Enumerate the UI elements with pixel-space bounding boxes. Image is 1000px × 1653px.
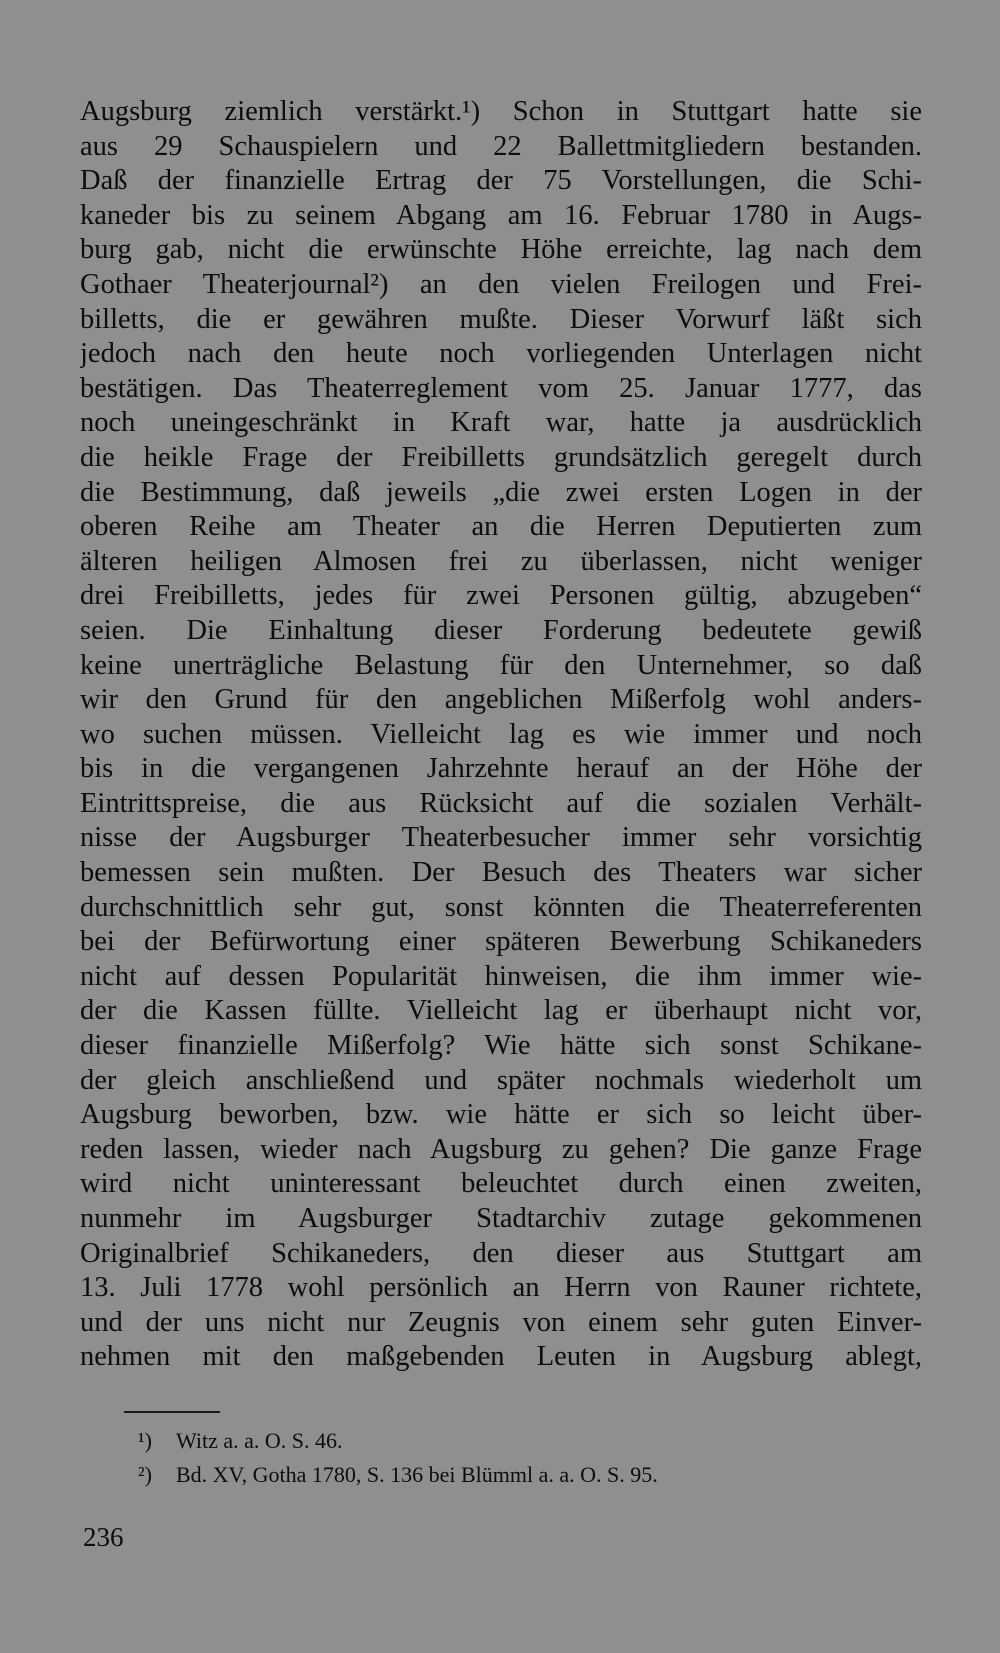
text-line: Daß der finanzielle Ertrag der 75 Vorstellungen, die Schi- bbox=[80, 165, 922, 197]
body-text bbox=[80, 95, 922, 1375]
text-line: älteren heiligen Almosen frei zu überlassen, nicht weniger bbox=[80, 545, 922, 577]
footnote bbox=[138, 1424, 918, 1458]
text-line: der die Kassen füllte. Vielleicht lag er überhaupt nicht vor, bbox=[80, 995, 922, 1027]
text-line: aus 29 Schauspielern und 22 Ballettmitgliedern bestanden. bbox=[80, 130, 922, 162]
text-line: burg gab, nicht die erwünschte Höhe erreichte, lag nach dem bbox=[80, 234, 922, 266]
text-line: bestätigen. Das Theaterreglement vom 25. Januar 1777, das bbox=[80, 372, 922, 404]
text-line: wo suchen müssen. Vielleicht lag es wie immer und noch bbox=[80, 718, 922, 750]
text-line: der gleich anschließend und später nochmals wiederholt um bbox=[80, 1064, 922, 1096]
text-line: jedoch nach den heute noch vorliegenden Unterlagen nicht bbox=[80, 338, 922, 370]
text-line: bei der Befürwortung einer späteren Bewerbung Schikaneders bbox=[80, 926, 922, 958]
text-line: durchschnittlich sehr gut, sonst könnten die Theaterreferenten bbox=[80, 891, 922, 923]
text-line: Gothaer Theaterjournal²) an den vielen Freilogen und Frei- bbox=[80, 268, 922, 300]
text-line: reden lassen, wieder nach Augsburg zu gehen? Die ganze Frage bbox=[80, 1133, 922, 1165]
footnote-mark: ¹) bbox=[138, 1428, 152, 1453]
text-line: Augsburg beworben, bzw. wie hätte er sich so leicht über- bbox=[80, 1099, 922, 1131]
text-line: bis in die vergangenen Jahrzehnte herauf an der Höhe der bbox=[80, 753, 922, 785]
footnote-text: Witz a. a. O. S. 46. bbox=[176, 1428, 343, 1453]
text-line: Originalbrief Schikaneders, den dieser aus Stuttgart am bbox=[80, 1237, 922, 1269]
text-line: 13. Juli 1778 wohl persönlich an Herrn von Rauner richtete, bbox=[80, 1272, 922, 1304]
text-line: bemessen sein mußten. Der Besuch des Theaters war sicher bbox=[80, 857, 922, 889]
text-line: billetts, die er gewähren mußte. Dieser Vorwurf läßt sich bbox=[80, 303, 922, 335]
text-line: wir den Grund für den angeblichen Mißerfolg wohl anders- bbox=[80, 684, 922, 716]
text-line: noch uneingeschränkt in Kraft war, hatte ja ausdrücklich bbox=[80, 407, 922, 439]
text-line: kaneder bis zu seinem Abgang am 16. Februar 1780 in Augs- bbox=[80, 199, 922, 231]
text-line: nisse der Augsburger Theaterbesucher immer sehr vorsichtig bbox=[80, 822, 922, 854]
footnote-text: Bd. XV, Gotha 1780, S. 136 bei Blümml a. a. O. S. 95. bbox=[176, 1462, 658, 1487]
footnote bbox=[138, 1458, 918, 1492]
text-line: dieser finanzielle Mißerfolg? Wie hätte sich sonst Schikane- bbox=[80, 1030, 922, 1062]
footnote-mark: ²) bbox=[138, 1462, 152, 1487]
page-number: 236 bbox=[83, 1522, 124, 1552]
text-line: seien. Die Einhaltung dieser Forderung bedeutete gewiß bbox=[80, 614, 922, 646]
footnotes bbox=[138, 1424, 918, 1492]
text-line: nehmen mit den maßgebenden Leuten in Augsburg ablegt, bbox=[80, 1341, 922, 1373]
text-line: und der uns nicht nur Zeugnis von einem sehr guten Einver- bbox=[80, 1306, 922, 1338]
text-line: nunmehr im Augsburger Stadtarchiv zutage gekommenen bbox=[80, 1203, 922, 1234]
footnote-rule bbox=[124, 1411, 220, 1413]
text-line: wird nicht uninteressant beleuchtet durch einen zweiten, bbox=[80, 1168, 922, 1200]
text-line: drei Freibilletts, jedes für zwei Personen gültig, abzugeben“ bbox=[80, 580, 922, 612]
text-line: keine unerträgliche Belastung für den Unternehmer, so daß bbox=[80, 649, 922, 681]
text-line: Eintrittspreise, die aus Rücksicht auf die sozialen Verhält- bbox=[80, 787, 922, 819]
text-line: die heikle Frage der Freibilletts grundsätzlich geregelt durch bbox=[80, 441, 922, 473]
text-line: die Bestimmung, daß jeweils „die zwei ersten Logen in der bbox=[80, 476, 922, 508]
text-line: oberen Reihe am Theater an die Herren Deputierten zum bbox=[80, 511, 922, 543]
text-line: Augsburg ziemlich verstärkt.¹) Schon in Stuttgart hatte sie bbox=[80, 96, 922, 127]
text-line: nicht auf dessen Popularität hinweisen, die ihm immer wie- bbox=[80, 960, 922, 992]
